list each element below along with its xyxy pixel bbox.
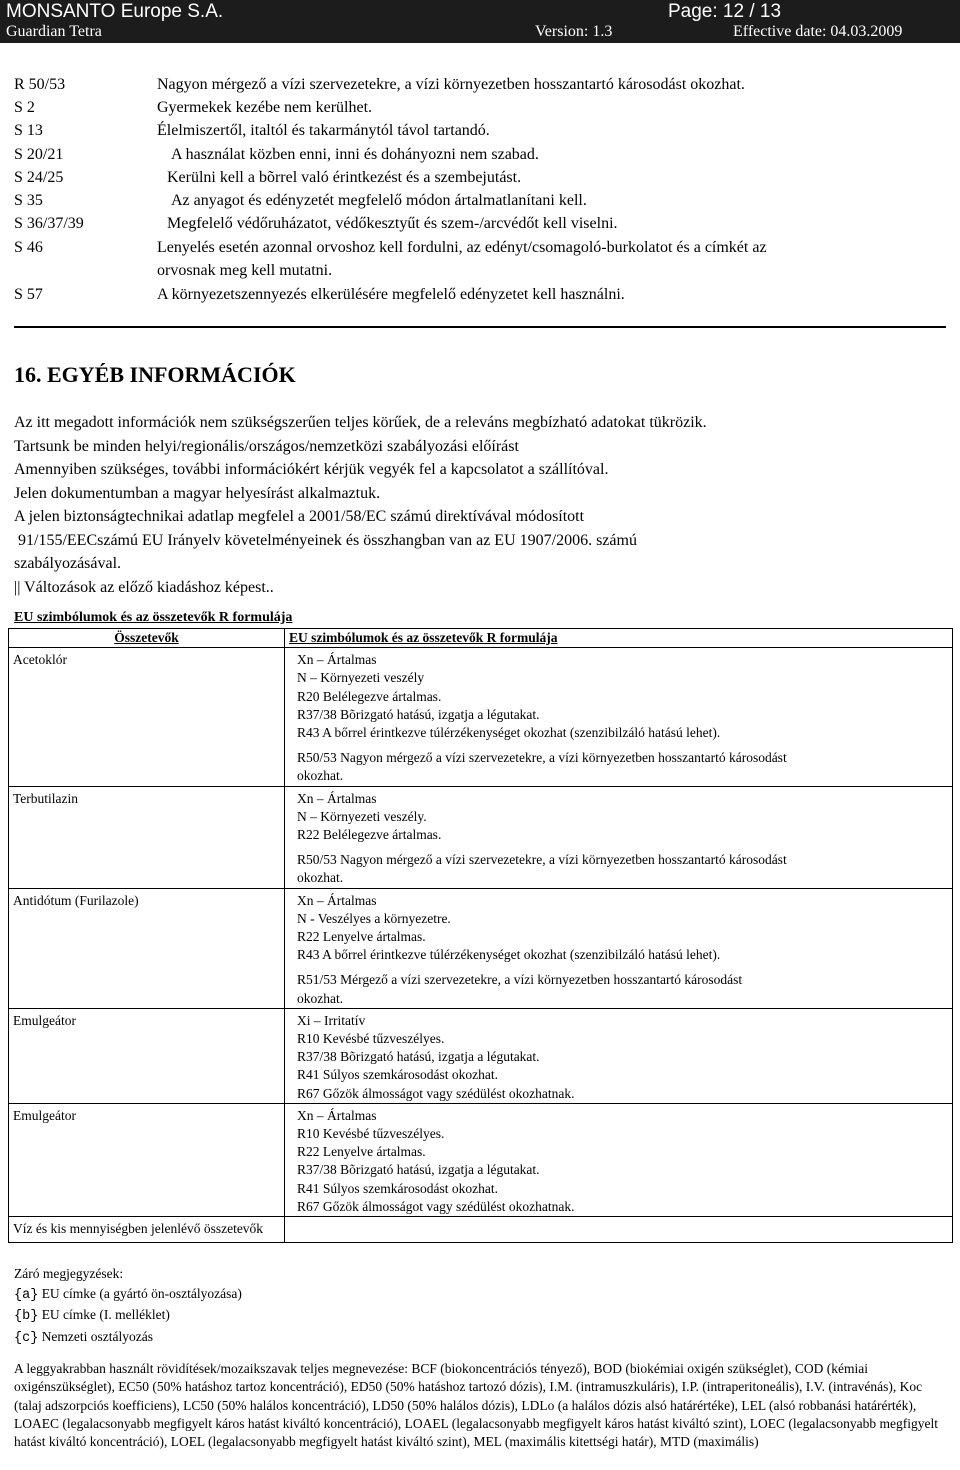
phrase-code: S 36/37/39 bbox=[14, 215, 84, 232]
note-tag: {c} bbox=[14, 1330, 39, 1346]
component-name: Emulgeátor bbox=[9, 1008, 285, 1103]
phrase-text: A használat közben enni, inni és dohányozni nem szabad. bbox=[171, 146, 539, 163]
eu-table-title: EU szimbólumok és az összetevők R formulája bbox=[14, 610, 293, 625]
abbreviations-paragraph: A leggyakrabban használt rövidítések/mozaikszavak teljes megnevezése: BCF (biokoncentrációs tényező), BOD (biokémiai oxigén szükséglet), COD (kémiai oxigénszükséglet), EC50 (50% hatáshoz tartoz koncentráció), ED50 (50% hatáshoz tartozó dózis), I.M. (intramuszkuláris), I.P. (intraperitoneális), I.V. (intravénás), Koc (talaj adszorpciós koefficiens), LC50 (50% halálos koncentráció), LD50 (50% halálos dózis), LDLo (a halálos dózis alsó határértéke), LEL (alsó robbanási határérték), LOAEC (legalacsonyabb megfigyelt káros hatást kiváltó koncentráció), LOAEL (legalacsonyabb megfigyelt káros hatást kiváltó szint), LOEC (legalacsonyabb megfigyelt hatást kiváltó koncentráció), LOEL (legalacsonyabb megfigyelt hatást kiváltó szint), MEL (maximális kitettségi határ), MTD (maximális) bbox=[14, 1361, 938, 1450]
table-row bbox=[9, 1103, 953, 1216]
phrase-code: S 2 bbox=[14, 99, 35, 116]
column-header-components: Összetevők bbox=[9, 629, 285, 648]
phrase-code: R 50/53 bbox=[14, 76, 66, 93]
notes-title: Záró megjegyzések: bbox=[14, 1266, 124, 1281]
phrase-code: S 46 bbox=[14, 239, 43, 256]
classification-line: R22 Lenyelve ártalmas. bbox=[297, 1144, 426, 1160]
component-name: Antidótum (Furilazole) bbox=[9, 888, 285, 1008]
info-line: Amennyiben szükséges, további információkért kérjük vegyék fel a kapcsolatot a szállítóval. bbox=[14, 461, 609, 478]
note-text: EU címke (a gyártó ön-osztályozása) bbox=[38, 1285, 242, 1301]
classification-line: R10 Kevésbé tűzveszélyes. bbox=[297, 1031, 445, 1047]
page-number: Page: 12 / 13 bbox=[668, 1, 782, 22]
change-marker-line: || Változások az előző kiadáshoz képest.. bbox=[14, 578, 274, 596]
table-row bbox=[9, 1217, 953, 1243]
spacer bbox=[297, 964, 948, 971]
phrase-text: Gyermekek kezébe nem kerülhet. bbox=[157, 99, 373, 116]
column-header-eu-symbols: EU szimbólumok és az összetevők R formulája bbox=[285, 629, 953, 648]
classification-line: R51/53 Mérgező a vízi szervezetekre, a vízi környezetben hosszantartó károsodást bbox=[297, 972, 743, 988]
note-item bbox=[14, 1284, 242, 1306]
classification-line: Xn – Ártalmas bbox=[297, 652, 377, 668]
classification-line: okozhat. bbox=[297, 768, 344, 784]
document-header bbox=[0, 0, 960, 22]
component-name: Víz és kis mennyiségben jelenlévő összetevők bbox=[9, 1217, 285, 1243]
phrase-text: Az anyagot és edényzetét megfelelő módon ártalmatlanítani kell. bbox=[171, 192, 587, 209]
section-divider bbox=[14, 326, 946, 328]
document-subheader bbox=[0, 22, 960, 43]
phrase-code: S 24/25 bbox=[14, 169, 64, 186]
phrase-text: Kerülni kell a bõrrel való érintkezést és a szembejutást. bbox=[167, 169, 522, 186]
classification-line: Xn – Ártalmas bbox=[297, 1107, 377, 1123]
classification-line: R22 Lenyelve ártalmas. bbox=[297, 929, 426, 945]
classification-line: okozhat. bbox=[297, 870, 344, 886]
note-tag: {a} bbox=[14, 1287, 39, 1303]
note-item bbox=[14, 1327, 242, 1349]
phrase-code: S 35 bbox=[14, 192, 43, 209]
component-name: Acetoklór bbox=[9, 648, 285, 786]
table-row bbox=[9, 888, 953, 1008]
classification-line: okozhat. bbox=[297, 990, 344, 1006]
phrase-code: S 20/21 bbox=[14, 146, 64, 163]
classification-line: R67 Gőzök álmosságot vagy szédülést okozhatnak. bbox=[297, 1198, 575, 1214]
closing-notes bbox=[14, 1264, 242, 1348]
classification-line: R37/38 Bõrizgató hatású, izgatja a légutakat. bbox=[297, 706, 540, 722]
info-line: A jelen biztonságtechnikai adatlap megfelel a 2001/58/EC számú direktívával módosított bbox=[14, 508, 585, 525]
classification-line: N – Környezeti veszély bbox=[297, 670, 425, 686]
product-name: Guardian Tetra bbox=[6, 23, 102, 40]
info-line: Az itt megadott információk nem szükségszerűen teljes körűek, de a releváns megbízható adatokat tükrözik. bbox=[14, 414, 707, 431]
info-line: szabályozásával. bbox=[14, 555, 122, 572]
classification-line: Xn – Ártalmas bbox=[297, 790, 377, 806]
spacer bbox=[297, 742, 948, 749]
info-line: 91/155/EECszámú EU Irányelv követelményeinek és összhangban van az EU 1907/2006. számú bbox=[14, 531, 637, 549]
component-name: Terbutilazin bbox=[9, 786, 285, 888]
section-16-text bbox=[14, 411, 949, 599]
classification-line: R41 Súlyos szemkárosodást okozhat. bbox=[297, 1180, 498, 1196]
phrase-code: S 13 bbox=[14, 122, 43, 139]
component-classification bbox=[285, 1103, 953, 1216]
classification-line: R50/53 Nagyon mérgező a vízi szervezetekre, a vízi környezetben hosszantartó károsodást bbox=[297, 852, 787, 868]
classification-line: R43 A bőrrel érintkezve túlérzékenységet okozhat (szenzibilzáló hatású lehet). bbox=[297, 947, 721, 963]
classification-line: R10 Kevésbé tűzveszélyes. bbox=[297, 1126, 445, 1142]
phrase-text: A környezetszennyezés elkerülésére megfelelő edényzetet kell használni. bbox=[157, 286, 625, 303]
component-classification bbox=[285, 1008, 953, 1103]
component-classification bbox=[285, 888, 953, 1008]
company-name: MONSANTO Europe S.A. bbox=[6, 1, 224, 22]
classification-line: N - Veszélyes a környezetre. bbox=[297, 910, 451, 926]
classification-line: Xn – Ártalmas bbox=[297, 892, 377, 908]
classification-line: R41 Súlyos szemkárosodást okozhat. bbox=[297, 1067, 498, 1083]
classification-line: R37/38 Bõrizgató hatású, izgatja a légutakat. bbox=[297, 1162, 540, 1178]
component-classification bbox=[285, 648, 953, 786]
info-line: Tartsunk be minden helyi/regionális/országos/nemzetközi szabályozási előírást bbox=[14, 437, 519, 455]
table-row bbox=[9, 1008, 953, 1103]
note-text: Nemzeti osztályozás bbox=[38, 1328, 154, 1344]
classification-line: R43 A bőrrel érintkezve túlérzékenységet okozhat (szenzibilzáló hatású lehet). bbox=[297, 725, 721, 741]
phrase-text: Nagyon mérgező a vízi szervezetekre, a vízi környezetben hosszantartó károsodást okozhat. bbox=[157, 76, 745, 93]
component-classification bbox=[285, 1217, 953, 1243]
version-label: Version: 1.3 bbox=[535, 23, 613, 40]
phrase-text: Lenyelés esetén azonnal orvoshoz kell fordulni, az edényt/csomagoló-burkolatot és a címkét az bbox=[157, 239, 767, 256]
info-line: Jelen dokumentumban a magyar helyesírást alkalmaztuk. bbox=[14, 484, 381, 502]
classification-line: R22 Belélegezve ártalmas. bbox=[297, 827, 442, 843]
component-name: Emulgeátor bbox=[9, 1103, 285, 1216]
classification-line: R67 Gőzök álmosságot vagy szédülést okozhatnak. bbox=[297, 1085, 575, 1101]
table-header-row bbox=[9, 629, 953, 648]
table-row bbox=[9, 786, 953, 888]
table-row bbox=[9, 648, 953, 786]
phrase-text: Élelmiszertől, italtól és takarmánytól távol tartandó. bbox=[157, 122, 490, 139]
phrase-text: orvosnak meg kell mutatni. bbox=[157, 262, 333, 279]
phrase-code: S 57 bbox=[14, 286, 43, 303]
note-tag: {b} bbox=[14, 1309, 39, 1324]
classification-line: N – Környezeti veszély. bbox=[297, 808, 427, 824]
phrase-text: Megfelelő védőruházatot, védőkesztyűt és szem-/arcvédőt kell viselni. bbox=[167, 215, 618, 232]
component-classification bbox=[285, 786, 953, 888]
effective-date: Effective date: 04.03.2009 bbox=[733, 23, 903, 40]
note-text: EU címke (I. melléklet) bbox=[38, 1307, 170, 1322]
section-title: 16. EGYÉB INFORMÁCIÓK bbox=[14, 362, 296, 387]
classification-line: R50/53 Nagyon mérgező a vízi szervezetekre, a vízi környezetben hosszantartó károsodást bbox=[297, 750, 787, 766]
note-item bbox=[14, 1305, 242, 1327]
eu-symbols-table bbox=[8, 628, 953, 1243]
classification-line: R20 Belélegezve ártalmas. bbox=[297, 688, 442, 704]
classification-line: R37/38 Bõrizgató hatású, izgatja a légutakat. bbox=[297, 1049, 540, 1065]
spacer bbox=[297, 844, 948, 851]
classification-line: Xi – Irritatív bbox=[297, 1012, 366, 1028]
